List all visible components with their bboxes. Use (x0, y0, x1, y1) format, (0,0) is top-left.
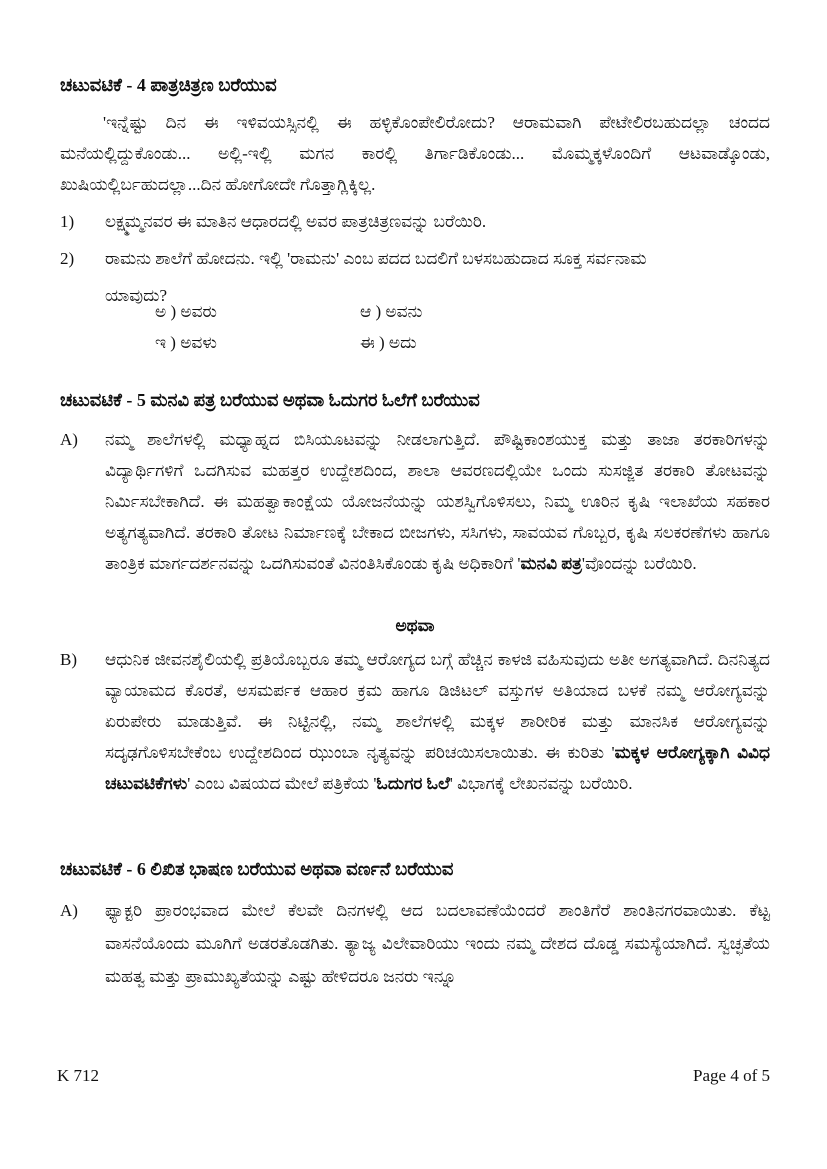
part-a-text-segment-2: 'ವೊಂದನ್ನು ಬರೆಯಿರಿ. (581, 554, 697, 573)
option-a: ಅ ) ಅವರು (155, 302, 217, 321)
or-separator: ಅಥವಾ (395, 616, 435, 635)
part-b-text-segment-3: ' ವಿಭಾಗಕ್ಕೆ ಲೇಖನವನ್ನು ಬರೆಯಿರಿ. (449, 774, 633, 793)
activity-6-part-a-text: ಫ್ಯಾಕ್ಟರಿ ಪ್ರಾರಂಭವಾದ ಮೇಲೆ ಕೆಲವೇ ದಿನಗಳಲ್ಲಿ ಆದ ಬದಲಾವಣೆಯೆಂದರೆ ಶಾಂತಿಗೆರೆ ಶಾಂತಿನಗರವಾಯಿತು. ಕೆಟ್ಟ ವಾಸನೆಯೊಂದು ಮೂಗಿಗೆ ಅಡರತೊಡಗಿತು. ತ್ಯಾಜ್ಯ ವಿಲೇವಾರಿಯು ಇಂದು ನಮ್ಮ ದೇಶದ ದೊಡ್ಡ ಸಮಸ್ಯೆಯಾಗಿದೆ. ಸ್ವಚ್ಛತೆಯ ಮಹತ್ವ ಮತ್ತು ಪ್ರಾಮುಖ್ಯತೆಯನ್ನು ಎಷ್ಟು ಹೇಳಿದರೂ ಜನರು ಇನ್ನೂ (105, 901, 770, 986)
option-aa: ಆ ) ಅವನು (360, 302, 423, 321)
activity-5-part-b (60, 644, 770, 799)
part-a-text-segment-1: ನಮ್ಮ ಶಾಲೆಗಳಲ್ಲಿ ಮಧ್ಯಾಹ್ನದ ಬಿಸಿಯೂಟವನ್ನು ನೀಡಲಾಗುತ್ತಿದೆ. ಪೌಷ್ಟಿಕಾಂಶಯುಕ್ತ ಮತ್ತು ತಾಜಾ ತರಕಾರಿಗಳನ್ನು ವಿದ್ಯಾರ್ಥಿಗಳಿಗೆ ಒದಗಿಸುವ ಮಹತ್ತರ ಉದ್ದೇಶದಿಂದ, ಶಾಲಾ ಆವರಣದಲ್ಲಿಯೇ ಒಂದು ಸುಸಜ್ಜಿತ ತರಕಾರಿ ತೋಟವನ್ನು ನಿರ್ಮಿಸಬೇಕಾಗಿದೆ. ಈ ಮಹತ್ವಾಕಾಂಕ್ಷೆಯ ಯೋಜನೆಯನ್ನು ಯಶಸ್ವಿಗೊಳಿಸಲು, ನಿಮ್ಮ ಊರಿನ ಕೃಷಿ ಇಲಾಖೆಯ ಸಹಕಾರ ಅತ್ಯಗತ್ಯವಾಗಿದೆ. ತರಕಾರಿ ತೋಟ ನಿರ್ಮಾಣಕ್ಕೆ ಬೇಕಾದ ಬೀಜಗಳು, ಸಸಿಗಳು, ಸಾವಯವ ಗೊಬ್ಬರ, ಕೃಷಿ ಸಲಕರಣೆಗಳು ಹಾಗೂ ತಾಂತ್ರಿಕ ಮಾರ್ಗದರ್ಶನವನ್ನು ಒದಗಿಸುವಂತೆ ವಿನಂತಿಸಿಕೊಂಡು ಕೃಷಿ ಅಧಿಕಾರಿಗೆ ' (105, 430, 770, 573)
activity-4-heading: ಚಟುವಟಿಕೆ - 4 ಪಾತ್ರಚಿತ್ರಣ ಬರೆಯುವ (60, 75, 277, 95)
option-i: ಇ ) ಅವಳು (155, 333, 217, 352)
activity-5-part-a (60, 424, 770, 579)
part-a-label: A) (60, 430, 78, 449)
question-2-text: ರಾಮನು ಶಾಲೆಗೆ ಹೋದನು. ಇಲ್ಲಿ 'ರಾಮನು' ಎಂಬ ಪದದ ಬದಲಿಗೆ ಬಳಸಬಹುದಾದ ಸೂಕ್ತ ಸರ್ವನಾಮ ಯಾವುದು? (105, 249, 647, 305)
part-a-bold-phrase: ಮನವಿ ಪತ್ರ (520, 554, 582, 573)
question-1-text: ಲಕ್ಷ್ಮಮ್ಮನವರ ಈ ಮಾತಿನ ಆಧಾರದಲ್ಲಿ ಅವರ ಪಾತ್ರಚಿತ್ರಣವನ್ನು ಬರೆಯಿರಿ. (105, 212, 487, 231)
question-2-number: 2) (60, 249, 75, 268)
part-b-text-segment-2: ' ಎಂಬ ವಿಷಯದ ಮೇಲೆ ಪತ್ರಿಕೆಯ ' (187, 774, 377, 793)
part-a-text (105, 424, 770, 579)
activity-6-part-a-label: A) (60, 901, 78, 920)
footer-paper-code: K 712 (57, 1066, 100, 1085)
activity-6-part-a (60, 894, 770, 993)
activity-6-heading: ಚಟುವಟಿಕೆ - 6 ಲಿಖಿತ ಭಾಷಣ ಬರೆಯುವ ಅಥವಾ ವರ್ಣನೆ ಬರೆಯುವ (60, 859, 454, 879)
question-1-number: 1) (60, 212, 75, 231)
part-b-bold-phrase-1: ಮಕ್ಕಳ ಆರೋಗ್ಯಕ್ಕಾಗಿ ವಿವಿಧ ಚಟುವಟಿಕೆಗಳು (105, 743, 770, 793)
part-b-text (105, 644, 770, 799)
option-ee: ಈ ) ಅದು (360, 333, 417, 352)
part-b-text-segment-1: ಆಧುನಿಕ ಜೀವನಶೈಲಿಯಲ್ಲಿ ಪ್ರತಿಯೊಬ್ಬರೂ ತಮ್ಮ ಆರೋಗ್ಯದ ಬಗ್ಗೆ ಹೆಚ್ಚಿನ ಕಾಳಜಿ ವಹಿಸುವುದು ಅತೀ ಅಗತ್ಯವಾಗಿದೆ. ದಿನನಿತ್ಯದ ವ್ಯಾಯಾಮದ ಕೊರತೆ, ಅಸಮರ್ಪಕ ಆಹಾರ ಕ್ರಮ ಹಾಗೂ ಡಿಜಿಟಲ್ ವಸ್ತುಗಳ ಅತಿಯಾದ ಬಳಕೆ ನಮ್ಮ ಆರೋಗ್ಯವನ್ನು ಏರುಪೇರು ಮಾಡುತ್ತಿವೆ. ಈ ನಿಟ್ಟಿನಲ್ಲಿ, ನಮ್ಮ ಶಾಲೆಗಳಲ್ಲಿ ಮಕ್ಕಳ ಶಾರೀರಿಕ ಮತ್ತು ಮಾನಸಿಕ ಆರೋಗ್ಯವನ್ನು ಸದೃಢಗೊಳಿಸಬೇಕೆಂಬ ಉದ್ದೇಶದಿಂದ ಝುಂಬಾ ನೃತ್ಯವನ್ನು ಪರಿಚಯಿಸಲಾಯಿತು. ಈ ಕುರಿತು ' (105, 650, 770, 762)
part-b-bold-phrase-2: ಓದುಗರ ಓಲೆ (376, 774, 450, 793)
question-1 (60, 203, 770, 240)
activity-4-quote-paragraph: 'ಇನ್ನೆಷ್ಟು ದಿನ ಈ ಇಳಿವಯಸ್ಸಿನಲ್ಲಿ ಈ ಹಳ್ಳಿಕೊಂಪೇಲಿರೋದು? ಆರಾಮವಾಗಿ ಪೇಟೇಲಿರಬಹುದಲ್ಲಾ ಚಂದದ ಮನೆಯಲ್ಲಿದ್ದುಕೊಂಡು... ಅಲ್ಲಿ-ಇಲ್ಲಿ ಮಗನ ಕಾರಲ್ಲಿ ತಿರ್ಗಾಡಿಕೊಂಡು... ಮೊಮ್ಮಕ್ಕಳೊಂದಿಗೆ ಆಟವಾಡ್ಕೊಂಡು, ಖುಷಿಯಲ್ಲಿರ್ಬಹುದಲ್ಲಾ...ದಿನ ಹೋಗೋದೇ ಗೊತ್ತಾಗ್ಲಿಕ್ಕಿಲ್ಲ. (60, 113, 770, 194)
activity-5-heading: ಚಟುವಟಿಕೆ - 5 ಮನವಿ ಪತ್ರ ಬರೆಯುವ ಅಥವಾ ಓದುಗರ ಓಲೆಗೆ ಬರೆಯುವ (60, 390, 480, 410)
part-b-label: B) (60, 650, 77, 669)
footer-page-number: Page 4 of 5 (693, 1066, 770, 1085)
question-2-options (155, 296, 575, 358)
